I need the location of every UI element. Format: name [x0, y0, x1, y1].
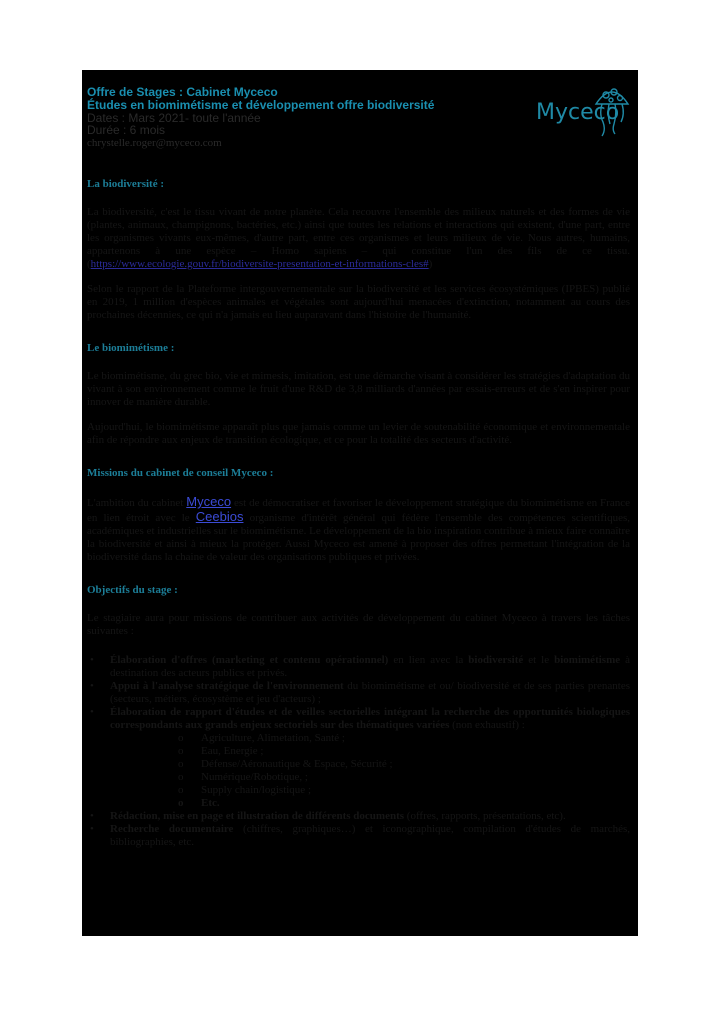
list-item [87, 706, 630, 810]
paragraph-text: ) [428, 258, 433, 270]
paragraph-biomimetisme-1: Le biomimétisme, du grec bio, vie et mimesis, imitation, est une démarche visant à considérer les stratégies d'adaptation du vivant à son environnement comme le fruit d'une R&D de 3,8 milliards d'années par essais-erreurs et de s'en inspirer pour innover de manière durable. [87, 370, 630, 408]
bold-text: biomimétisme [554, 654, 621, 666]
item-text: et le [523, 654, 555, 666]
list-item [87, 810, 630, 823]
heading-objectifs: Objectifs du stage : [87, 584, 178, 596]
paragraph-objectifs-intro: Le stagiaire aura pour missions de contribuer aux activités de développement du cabinet Myceco à travers les tâches suivantes : [87, 612, 630, 637]
bold-text: Élaboration de rapport d'études et de veilles sectorielles intégrant la recherche des opportunités biologiques correspondants aux grands enjeux sectoriels sur des thématiques variées [110, 706, 630, 731]
offer-duration: Durée : 6 mois [87, 123, 166, 137]
offer-dates: Dates : Mars 2021- toute l'année [87, 111, 261, 125]
item-text: (non exhaustif) : [449, 719, 525, 731]
bold-text: biodiversité [468, 654, 524, 666]
paragraph-missions [87, 495, 630, 564]
item-text: (chiffres, graphiques…) et iconographique, compilation d'études de marchés, bibliographies, etc. [110, 823, 630, 848]
paragraph-text: organisme d'intérêt général qui fédère l'ensemble des compétences scientifiques, académiques et industrielles sur le biomimétisme. Le développement de la bio inspiration contribue à mieux faire connaître la biodiversité et ainsi à mieux la protéger. Aussi Myceco est amené à proposer des offres permettant l'intégration de la biodiversité dans la chaine de valeur des organisations publiques et privées. [87, 512, 630, 563]
sub-list-item: o Supply chain/logistique ; [110, 784, 630, 797]
item-text: (offres, rapports, présentations, etc). [404, 810, 566, 822]
item-text: à destination des acteurs publics et privés. [110, 654, 630, 679]
sectors-sublist [110, 732, 630, 810]
sub-list-item: o Défense/Aéronautique & Espace, Sécurité ; [110, 758, 630, 771]
bold-text: Appui à l'analyse stratégique de l'environnement [110, 680, 344, 692]
sub-list-item: o Eau, Energie ; [110, 745, 630, 758]
sub-list-item: o Etc. [110, 797, 630, 810]
myceco-link[interactable]: Myceco [186, 494, 232, 509]
bold-text: Recherche documentaire [110, 823, 234, 835]
bold-text: Élaboration d'offres (marketing et contenu opérationnel) [110, 654, 389, 666]
ceebios-link[interactable]: Ceebios [195, 509, 244, 524]
paragraph-biodiversite-2: Selon le rapport de la Plateforme intergouvernementale sur la biodiversité et les services écosystémiques (IPBES) publié en 2019, 1 million d'espèces animales et végétales sont aujourd'hui menacées d'extinction, notamment au cours des prochaines décennies, ce qui n'a jamais eu lieu auparavant dans l'histoire de l'humanité. [87, 283, 630, 321]
ecologie-link[interactable]: https://www.ecologie.gouv.fr/biodiversite-presentation-et-informations-cles# [90, 258, 429, 270]
paragraph-text: La biodiversité, c'est le tissu vivant de notre planète. Cela recouvre l'ensemble des milieux naturels et des formes de vie (plantes, animaux, champignons, bactéries, etc.) ainsi que toutes les relations et interactions qui existent, d'une part, entre les organismes vivants eux-mêmes, d'autre part, entre ces organismes et leurs milieux de vie. Nous autres, humains, appartenons à une espèce – Homo sapiens – qui constitue l'un des fils de ce tissu. ( [87, 206, 630, 270]
paragraph-biomimetisme-2: Aujourd'hui, le biomimétisme apparaît plus que jamais comme un levier de soutenabilité économique et environnementale afin de répondre aux enjeux de transition écologique, et ce pour la totalité des secteurs d'activité. [87, 421, 630, 446]
document-page [82, 70, 638, 936]
list-item [87, 823, 630, 849]
jellyfish-icon [592, 82, 632, 138]
paragraph-text: est de démocratiser et favoriser le développement stratégique du biomimétisme en France en lien étroit avec le [87, 497, 630, 524]
contact-email: chrystelle.roger@myceco.com [87, 137, 222, 149]
myceco-logo [530, 82, 630, 138]
offer-title: Offre de Stages : Cabinet Myceco [87, 85, 278, 99]
bold-text: Rédaction, mise en page et illustration de différents documents [110, 810, 405, 822]
item-text: en lien avec la [388, 654, 469, 666]
list-item [87, 680, 630, 706]
heading-missions: Missions du cabinet de conseil Myceco : [87, 467, 274, 479]
sub-list-item: o Numérique/Robotique, ; [110, 771, 630, 784]
sub-list-item: o Agriculture, Alimetation, Santé ; [110, 732, 630, 745]
offer-subtitle: Études en biomimétisme et développement offre biodiversité [87, 98, 435, 112]
item-text: du biomimétisme et ou/ biodiversité et de ses parties prenantes (secteurs, métiers, écosystème et jeu d'acteurs) ; [110, 680, 630, 705]
list-item [87, 654, 630, 680]
document-header [87, 86, 630, 150]
paragraph-text: L'ambition du cabinet [87, 497, 187, 509]
heading-biodiversite: La biodiversité : [87, 178, 164, 190]
logo-text: Myceco [536, 100, 620, 125]
tasks-list [87, 654, 630, 849]
heading-biomimetisme: Le biomimétisme : [87, 342, 175, 354]
paragraph-biodiversite-1 [87, 206, 630, 271]
